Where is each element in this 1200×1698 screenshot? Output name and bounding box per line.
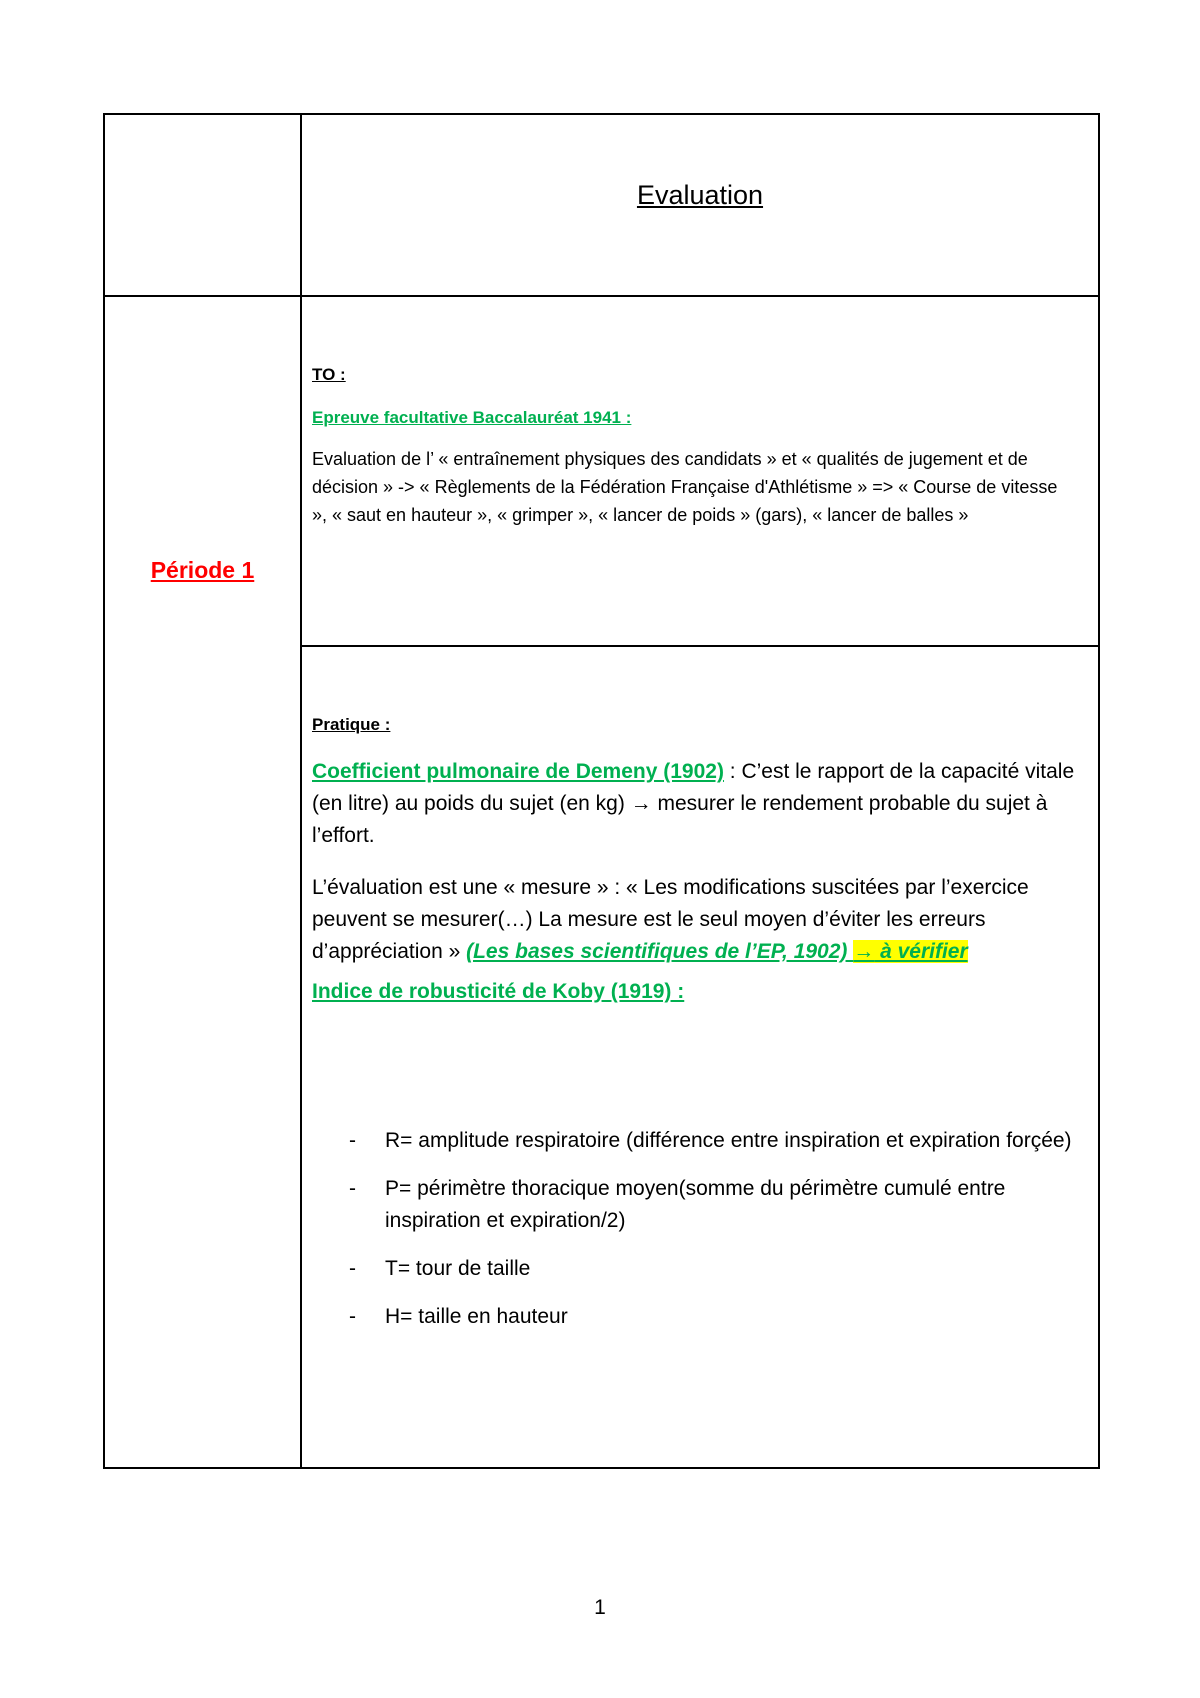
bullet-text: R= amplitude respiratoire (différence entre inspiration et expiration forçée) xyxy=(385,1129,1072,1152)
bullet-text: H= taille en hauteur xyxy=(385,1305,568,1328)
practice-label: Pratique : xyxy=(312,715,391,734)
verify-text: à vérifier xyxy=(874,940,968,963)
mesure-paragraph xyxy=(312,872,1076,968)
header-empty-cell xyxy=(104,114,301,296)
koby-link: Indice de robusticité de Koby (1919) : xyxy=(312,980,685,1003)
dash-marker: - xyxy=(349,1257,356,1280)
demeny-text-2: mesurer le rendement probable du sujet à l’effort. xyxy=(312,792,1048,847)
demeny-text-1: : C’est le rapport de la capacité vitale (en litre) au poids du sujet (en kg) xyxy=(312,760,1075,815)
list-item xyxy=(312,1301,1076,1333)
demeny-paragraph xyxy=(312,756,1076,852)
koby-title xyxy=(312,976,1076,1008)
to-subtitle: Epreuve facultative Baccalauréat 1941 : xyxy=(312,408,632,427)
practice-cell xyxy=(301,646,1099,1468)
dash-marker: - xyxy=(349,1305,356,1328)
bullet-list xyxy=(312,1125,1076,1333)
verify-note xyxy=(853,940,967,963)
to-row xyxy=(104,296,1099,646)
to-label: TO : xyxy=(312,365,346,384)
dash-marker: - xyxy=(349,1177,356,1200)
bullet-text: T= tour de taille xyxy=(385,1257,531,1280)
arrow-icon: → xyxy=(630,792,652,815)
list-item xyxy=(312,1173,1076,1237)
mesure-text: L’évaluation est une « mesure » : « Les modifications suscitées par l’exercice peuvent se mesurer(…) La mesure est le seul moyen d’éviter les erreurs d’appréciation » xyxy=(312,876,1029,963)
reference-text: (Les bases scientifiques de l’EP, 1902) xyxy=(466,940,854,963)
period-label: Période 1 xyxy=(150,556,255,583)
dash-marker: - xyxy=(349,1129,356,1152)
header-row xyxy=(104,114,1099,296)
evaluation-table xyxy=(103,113,1100,1469)
to-cell xyxy=(301,296,1099,646)
list-item xyxy=(312,1253,1076,1285)
spacer xyxy=(312,1008,1076,1125)
to-body-text: Evaluation de l’ « entraînement physiques des candidats » et « qualités de jugement et de décision » -> « Règlements de la Fédération Française d'Athlétisme » => « Course de vitesse », « saut en hauteur », « grimper », « lancer de poids » (gars), « lancer de balles » xyxy=(312,449,1058,525)
demeny-link: Coefficient pulmonaire de Demeny (1902) xyxy=(312,760,724,783)
bullet-text: P= périmètre thoracique moyen(somme du périmètre cumulé entre inspiration et expiration/2) xyxy=(385,1177,1006,1232)
arrow-icon: → xyxy=(853,940,875,963)
page-number: 1 xyxy=(594,1596,606,1619)
list-item xyxy=(312,1125,1076,1157)
page-title: Evaluation xyxy=(636,179,764,210)
header-title-cell xyxy=(301,114,1099,296)
period-cell xyxy=(104,296,301,1468)
